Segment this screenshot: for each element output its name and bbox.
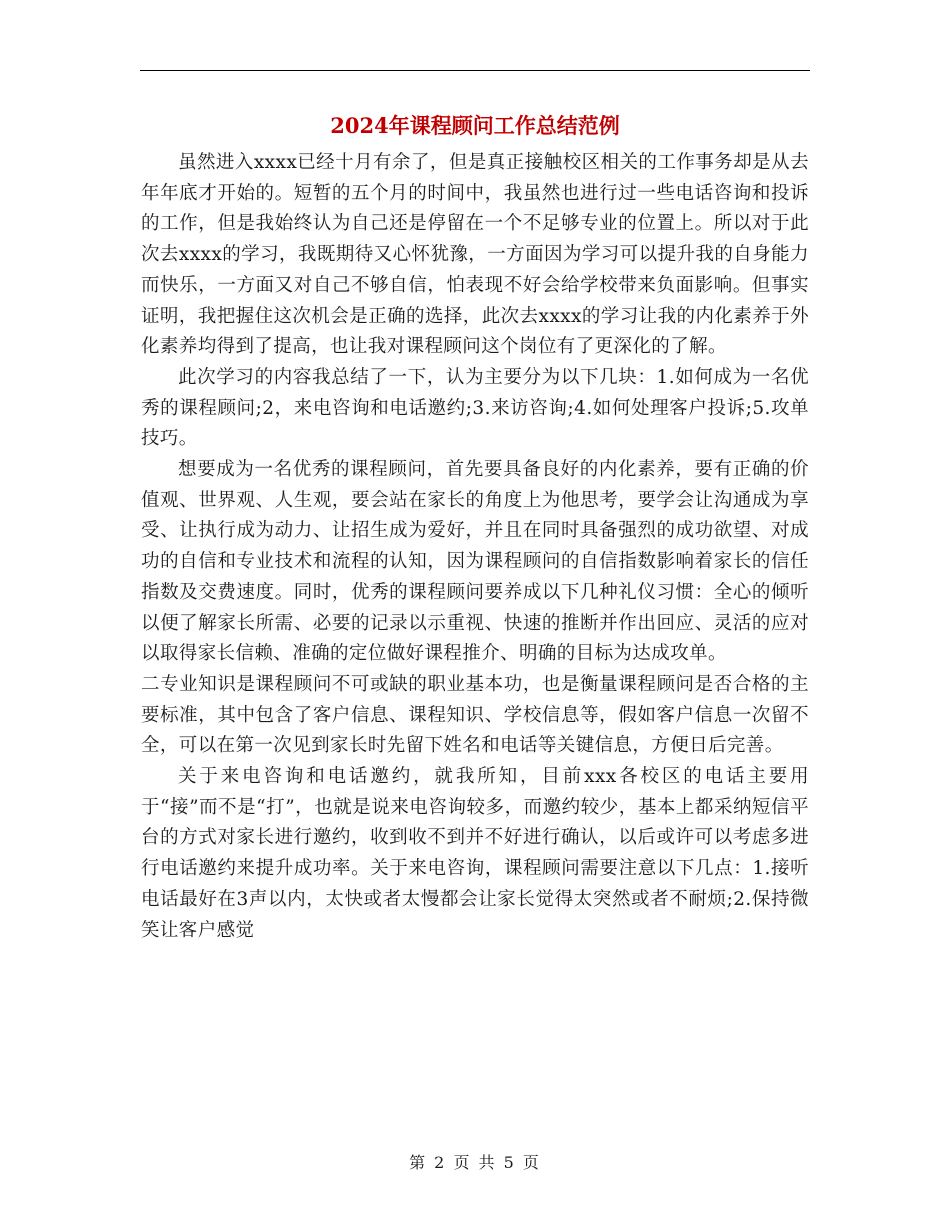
paragraph-knowledge: 二专业知识是课程顾问不可或缺的职业基本功，也是衡量课程顾问是否合格的主要标准，其中包含了客户信息、课程知识、学校信息等，假如客户信息一次留不全，可以在第一次见到家长时先留下姓名和电话等关键信息，方便日后完善。 [141, 673, 809, 757]
document-body [141, 148, 809, 946]
page-number: 第 2 页 共 5 页 [409, 1153, 541, 1172]
header-rule [140, 70, 810, 71]
paragraph-phone: 关于来电咨询和电话邀约，就我所知，目前xxx各校区的电话主要用于“接”而不是“打”，也就是说来电咨询较多，而邀约较少，基本上都采纳短信平台的方式对家长进行邀约，收到收不到并不好进行确认，以后或许可以考虑多进行电话邀约来提升成功率。关于来电咨询，课程顾问需要注意以下几点：1.接听电话最好在3声以内，太快或者太慢都会让家长觉得太突然或者不耐烦;2.保持微笑让客户感觉 [141, 766, 809, 941]
paragraph-intro: 虽然进入xxxx已经十月有余了，但是真正接触校区相关的工作事务却是从去年年底才开始的。短暂的五个月的时间中，我虽然也进行过一些电话咨询和投诉的工作，但是我始终认为自己还是停留在一个不足够专业的位置上。所以对于此次去xxxx的学习，我既期待又心怀犹豫，一方面因为学习可以提升我的自身能力而快乐，一方面又对自己不够自信，怕表现不好会给学校带来负面影响。但事实证明，我把握住这次机会是正确的选择，此次去xxxx的学习让我的内化素养于外化素养均得到了提高，也让我对课程顾问这个岗位有了更深化的了解。 [141, 152, 809, 358]
paragraph-qualities: 想要成为一名优秀的课程顾问，首先要具备良好的内化素养，要有正确的价值观、世界观、人生观，要会站在家长的角度上为他思考，要学会让沟通成为享受、让执行成为动力、让招生成为爱好，并且在同时具备强烈的成功欲望、对成功的自信和专业技术和流程的认知，因为课程顾问的自信指数影响着家长的信任指数及交费速度。同时，优秀的课程顾问要养成以下几种礼仪习惯：全心的倾听以便了解家长所需、必要的记录以示重视、快速的推断并作出回应、灵活的应对以取得家长信赖、准确的定位做好课程推介、明确的目标为达成攻单。 [141, 459, 809, 665]
document-title: 2024年课程顾问工作总结范例 [330, 113, 620, 138]
paragraph-summary: 此次学习的内容我总结了一下，认为主要分为以下几块：1.如何成为一名优秀的课程顾问;2，来电咨询和电话邀约;3.来访咨询;4.如何处理客户投诉;5.攻单技巧。 [141, 366, 809, 450]
